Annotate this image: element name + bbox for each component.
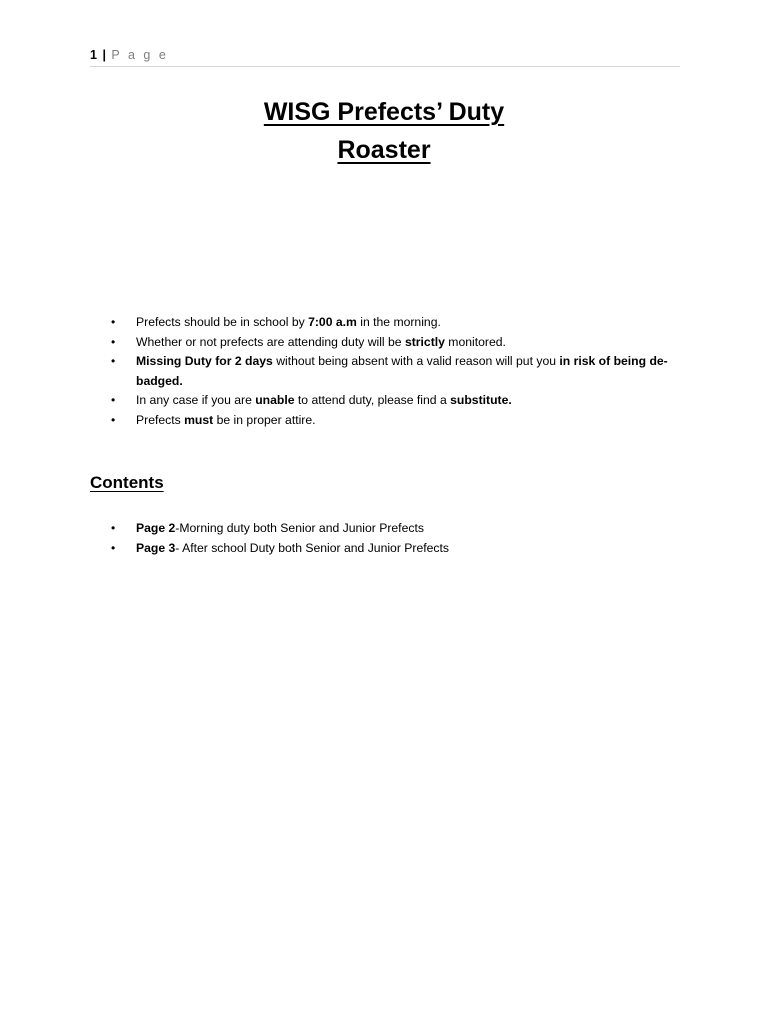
rule-text: in the morning.	[356, 315, 441, 329]
rule-emphasis: 7:00 a.m	[308, 315, 357, 329]
rule-item	[108, 411, 668, 431]
rule-text: be in proper attire.	[213, 412, 316, 427]
bullet-icon: •	[111, 521, 116, 535]
contents-description: -Morning duty both Senior and Junior Prefects	[175, 521, 424, 535]
rule-emphasis: Missing Duty for 2 days	[136, 354, 273, 368]
rule-item	[108, 333, 668, 353]
contents-page-label: Page 3	[136, 540, 176, 555]
rule-text: Prefects	[136, 412, 185, 427]
document-title	[0, 93, 768, 169]
contents-heading: Contents	[90, 473, 164, 492]
contents-item	[108, 519, 668, 539]
rule-item	[108, 391, 668, 411]
rule-text: without being absent with a valid reason will put you	[272, 354, 560, 368]
contents-item	[108, 539, 668, 559]
bullet-icon: •	[111, 412, 116, 427]
bullet-icon: •	[111, 393, 116, 407]
rule-item	[108, 313, 668, 333]
bullet-icon: •	[111, 540, 116, 555]
rule-emphasis: in risk of being de-badged.	[136, 354, 668, 388]
page-label: P a g e	[111, 48, 169, 62]
rule-text: Whether or not prefects are attending duty will be	[136, 334, 405, 349]
bullet-icon: •	[111, 315, 116, 329]
bullet-icon: •	[111, 334, 116, 349]
title-line-1: WISG Prefects’ Duty	[263, 98, 505, 126]
contents-page-label: Page 2	[136, 521, 176, 535]
contents-description: - After school Duty both Senior and Junior Prefects	[175, 540, 449, 555]
rule-emphasis: unable	[255, 393, 295, 407]
rule-text: In any case if you are	[136, 393, 256, 407]
page-number: 1	[90, 48, 97, 62]
rule-emphasis: substitute.	[450, 393, 512, 407]
contents-list	[108, 519, 668, 558]
rule-text: to attend duty, please find a	[294, 393, 451, 407]
rule-emphasis: strictly	[404, 334, 445, 349]
rule-text: Prefects should be in school by	[136, 315, 309, 329]
rule-item	[108, 352, 668, 391]
title-line-2: Roaster	[337, 136, 431, 164]
rules-list	[108, 313, 668, 430]
rule-emphasis: must	[184, 412, 214, 427]
bullet-icon: •	[111, 354, 116, 368]
rule-text: monitored.	[444, 334, 506, 349]
page-header	[90, 46, 680, 67]
page-separator: |	[102, 48, 106, 62]
